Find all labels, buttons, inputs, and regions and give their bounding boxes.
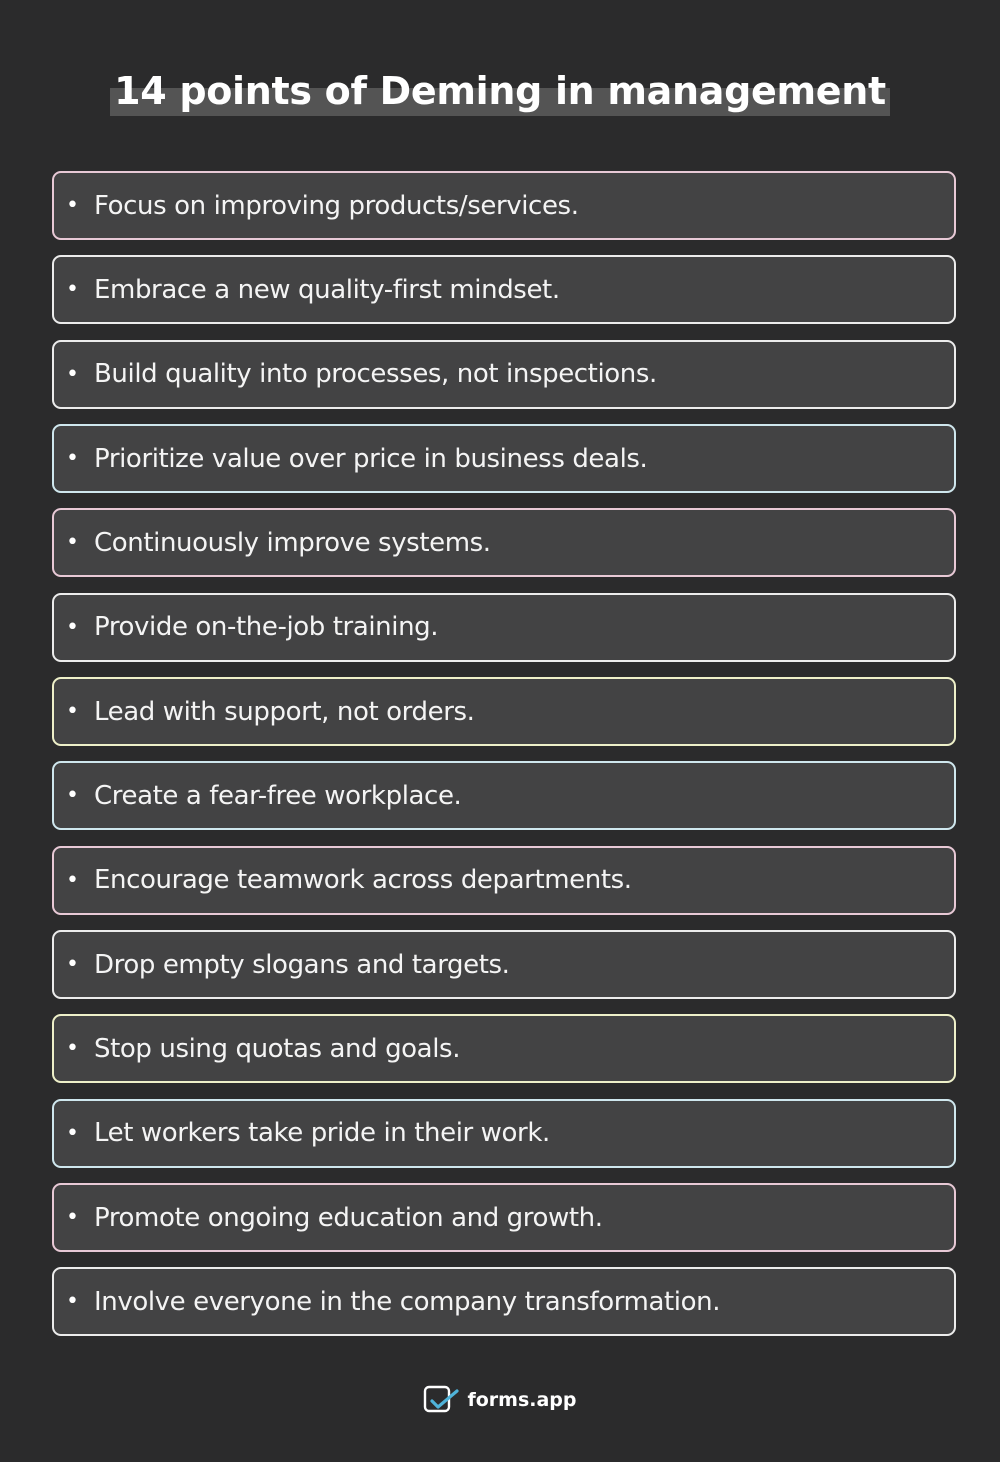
bullet-icon: •: [66, 699, 79, 725]
list-item-text: Build quality into processes, not inspections.: [94, 359, 657, 390]
bullet-icon: •: [66, 277, 79, 303]
list-item: [52, 1014, 956, 1083]
bullet-icon: •: [66, 1205, 79, 1231]
bullet-icon: •: [66, 446, 79, 472]
bullet-icon: •: [66, 614, 79, 640]
list-item-text: Embrace a new quality-first mindset.: [94, 274, 560, 305]
forms-app-logo-icon: [423, 1385, 461, 1415]
bullet-icon: •: [66, 783, 79, 809]
list-item: [52, 424, 956, 493]
bullet-icon: •: [66, 1036, 79, 1062]
bullet-icon: •: [66, 952, 79, 978]
list-item: [52, 1099, 956, 1168]
list-item: [52, 677, 956, 746]
list-item-text: Continuously improve systems.: [94, 527, 491, 558]
bullet-icon: •: [66, 361, 79, 387]
list-item-text: Drop empty slogans and targets.: [94, 949, 510, 980]
list-item: [52, 255, 956, 324]
list-item-text: Lead with support, not orders.: [94, 696, 475, 727]
list-item-text: Stop using quotas and goals.: [94, 1033, 461, 1064]
list-item-text: Involve everyone in the company transformation.: [94, 1286, 721, 1317]
list-item-text: Focus on improving products/services.: [94, 190, 579, 221]
list-item-text: Create a fear-free workplace.: [94, 780, 462, 811]
page-title: 14 points of Deming in management: [110, 66, 890, 116]
bullet-icon: •: [66, 193, 79, 218]
list-item: [52, 846, 956, 915]
brand-name: forms.app: [467, 1389, 577, 1411]
bullet-icon: •: [66, 1120, 79, 1146]
list-item: [52, 171, 956, 240]
list-item-text: Promote ongoing education and growth.: [94, 1202, 603, 1233]
list-item-text: Let workers take pride in their work.: [94, 1118, 550, 1149]
list-item: [52, 340, 956, 409]
deming-points-list: [52, 171, 956, 1352]
list-item-text: Prioritize value over price in business deals.: [94, 443, 648, 474]
list-item: [52, 508, 956, 577]
title-wrapper: [0, 66, 1000, 116]
bullet-icon: •: [66, 867, 79, 893]
list-item-text: Provide on-the-job training.: [94, 612, 439, 643]
bullet-icon: •: [66, 530, 79, 556]
list-item: [52, 593, 956, 662]
bullet-icon: •: [66, 1289, 79, 1315]
footer: [0, 1385, 1000, 1415]
list-item: [52, 930, 956, 999]
list-item: [52, 1267, 956, 1336]
list-item: [52, 1183, 956, 1252]
list-item: [52, 761, 956, 830]
list-item-text: Encourage teamwork across departments.: [94, 865, 632, 896]
